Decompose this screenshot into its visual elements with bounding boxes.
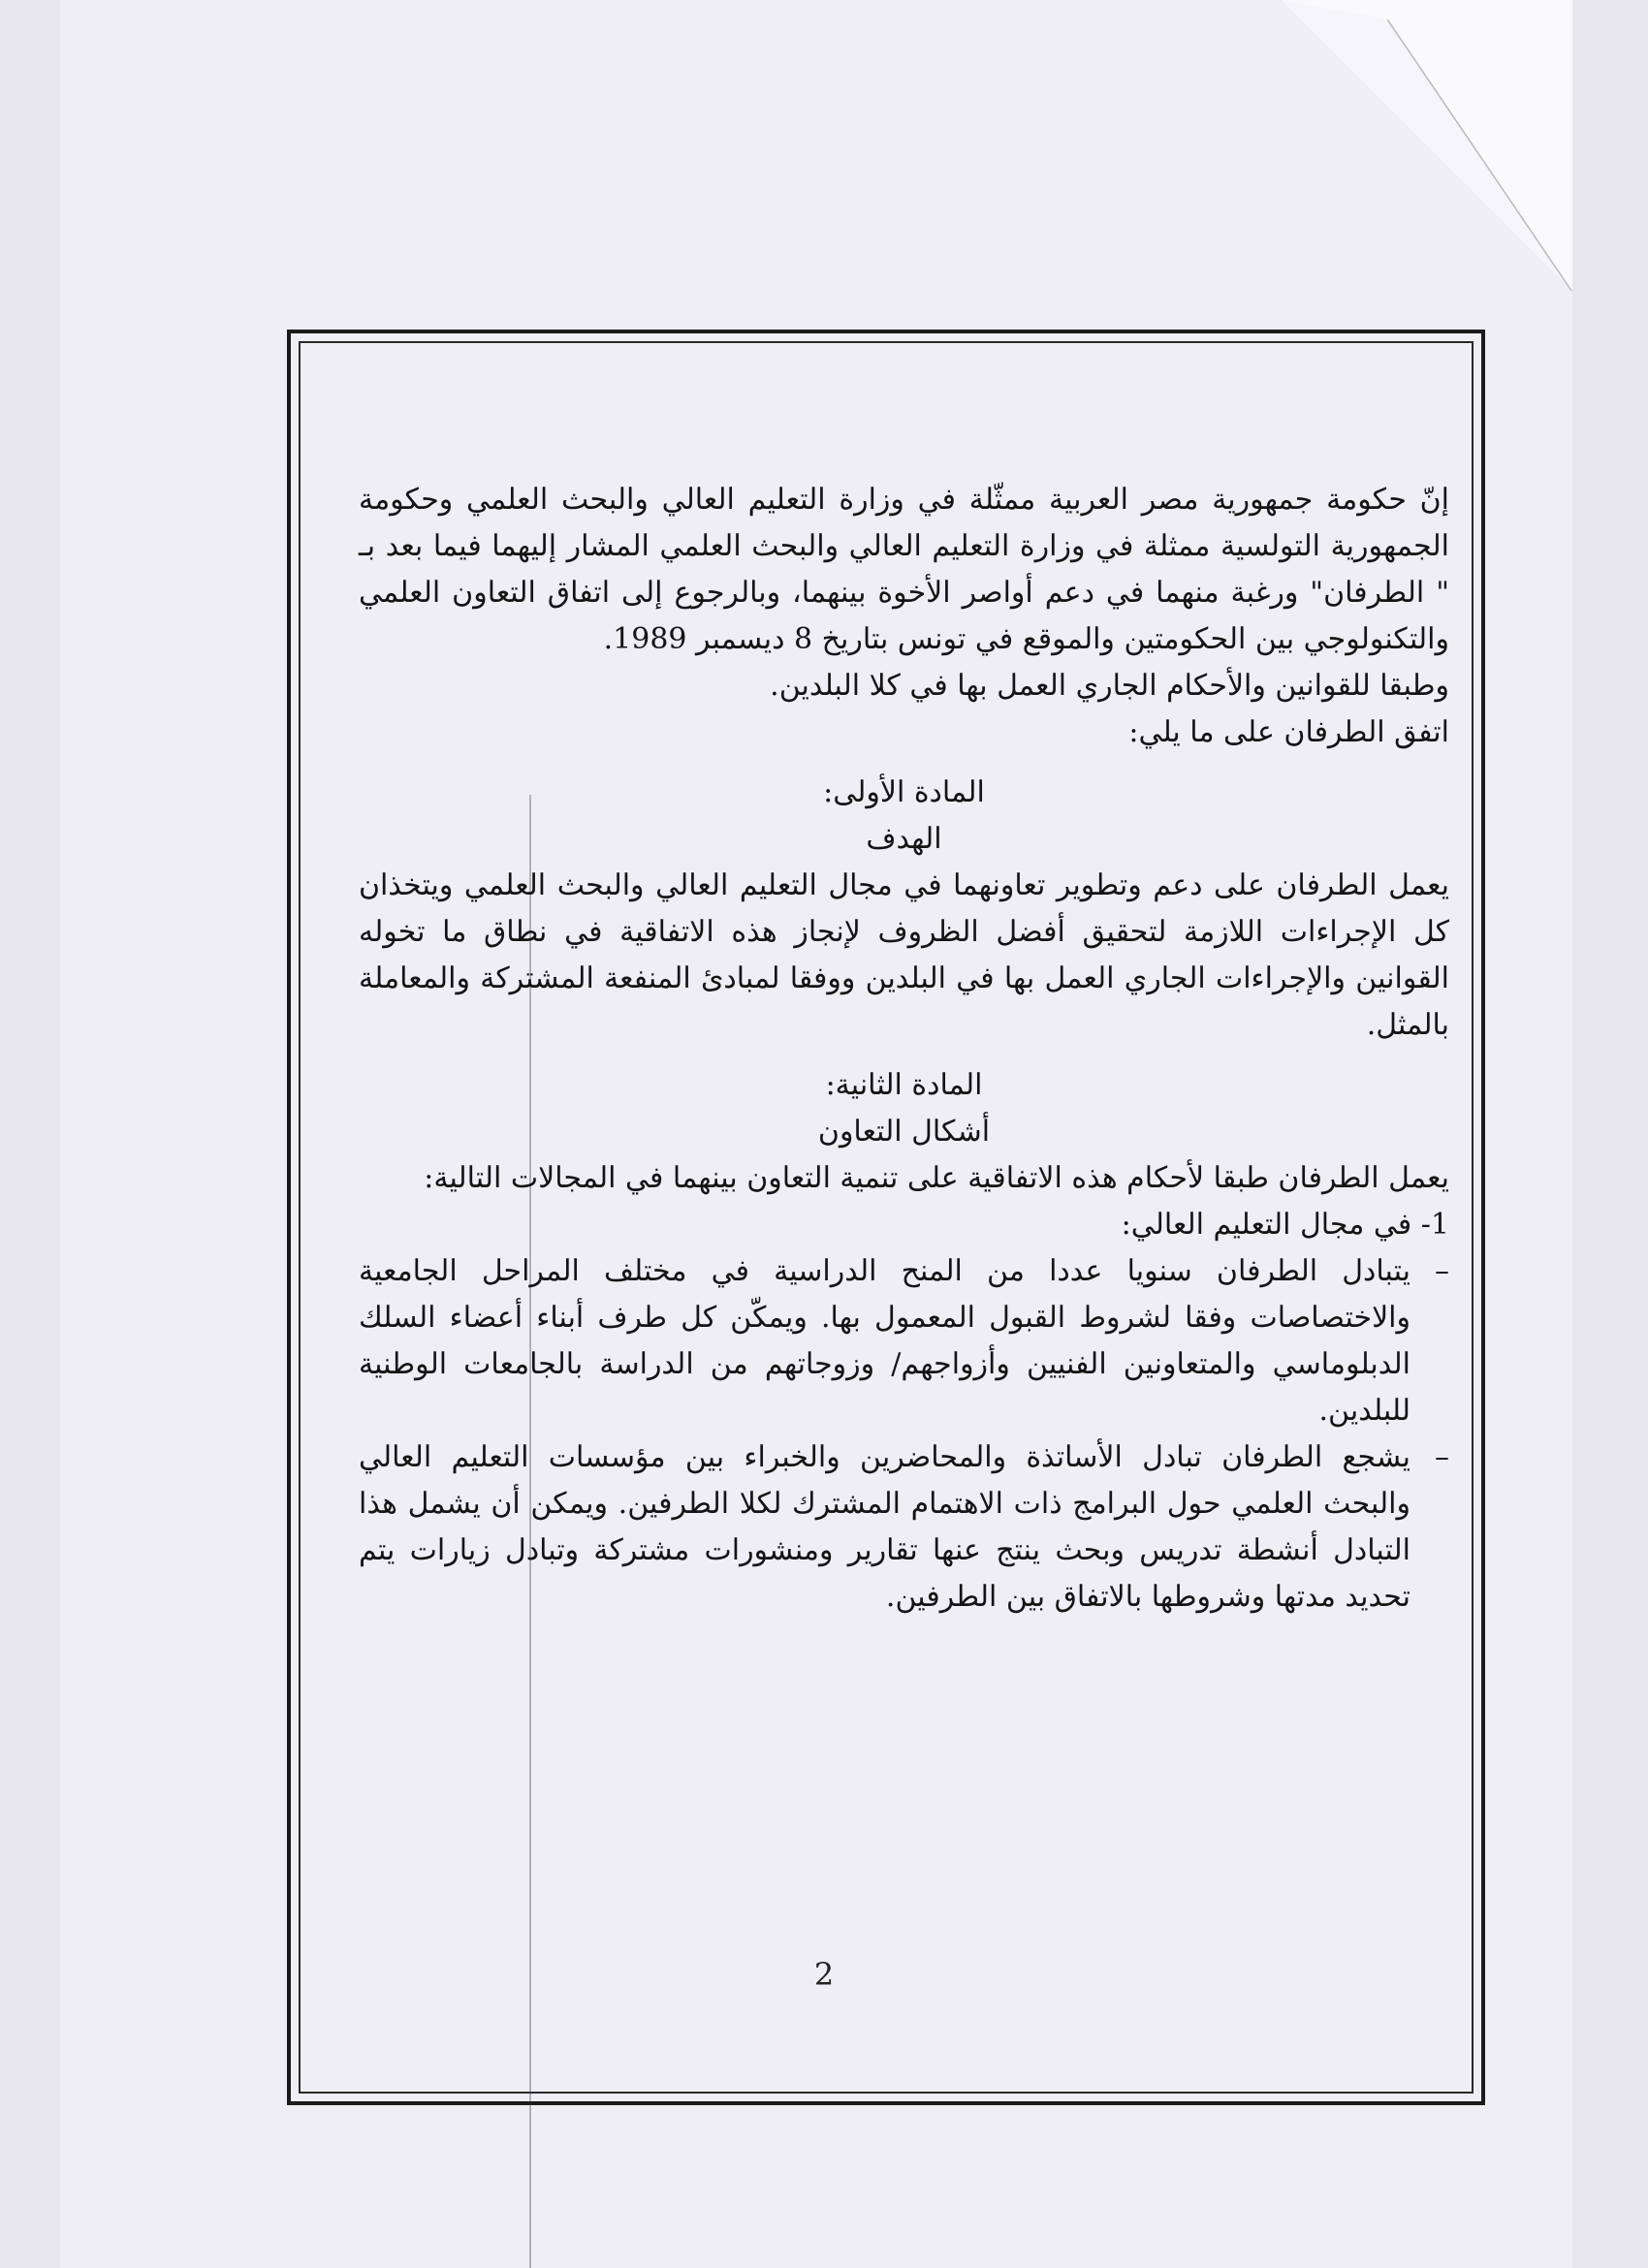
bullet-text: يتبادل الطرفان سنويا عددا من المنح الدراسية في مختلف المراحل الجامعية والاختصاصات وفقا لشروط القبول المعمول بها. ويمكّن كل طرف أبناء أعضاء السلك الدبلوماسي والمتعاونين الفنيين وأزواجهم/ وزوجاتهم من الدراسة بالجامعات الوطنية للبلدين.: [359, 1254, 1410, 1428]
bullet-dash: –: [1435, 1440, 1449, 1474]
agreement-text: [359, 477, 1449, 1621]
page-number: 2: [813, 1956, 835, 1993]
article2-body: يعمل الطرفان طبقا لأحكام هذه الاتفاقية على تنمية التعاون بينهما في المجالات التالية:: [424, 1161, 1449, 1195]
laws-paragraph: وطبقا للقوانين والأحكام الجاري العمل بها في كلا البلدين.: [770, 669, 1449, 703]
article2-subheading: أشكال التعاون: [817, 1115, 991, 1149]
agreed-paragraph: اتفق الطرفان على ما يلي:: [1128, 715, 1449, 749]
article1-heading: المادة الأولى:: [823, 775, 985, 809]
article1-subheading: الهدف: [866, 822, 942, 856]
list-item: [359, 1248, 1449, 1434]
intro-paragraph: إنّ حكومة جمهورية مصر العربية ممثّلة في وزارة التعليم العالي والبحث العلمي وحكومة الجمهورية التولسية ممثلة في وزارة التعليم العالي والبحث العلمي المشار إليهما فيما بعد بـ " الطرفان" ورغبة منهما في دعم أواصر الأخوة بينهما، وبالرجوع إلى اتفاق التعاون العلمي والتكنولوجي بين الحكومتين والموقع في تونس بتاريخ 8 ديسمبر 1989.: [359, 483, 1449, 656]
folded-corner: [1282, 0, 1572, 291]
item1-title: 1- في مجال التعليم العالي:: [1121, 1208, 1449, 1242]
article2-heading: المادة الثانية:: [825, 1068, 983, 1102]
list-item: [359, 1434, 1449, 1621]
bullet-dash: –: [1435, 1254, 1449, 1288]
article1-body: يعمل الطرفان على دعم وتطوير تعاونهما في مجال التعليم العالي والبحث العلمي ويتخذان كل الإجراءات اللازمة لتحقيق أفضل الظروف لإنجاز هذه الاتفاقية في نطاق ما تخوله القوانين والإجراءات الجاري العمل بها في البلدين ووفقا لمبادئ المنفعة المشتركة والمعاملة بالمثل.: [359, 868, 1449, 1042]
bullet-text: يشجع الطرفان تبادل الأساتذة والمحاضرين والخبراء بين مؤسسات التعليم العالي والبحث العلمي حول البرامج ذات الاهتمام المشترك لكلا الطرفين. ويمكن أن يشمل هذا التبادل أنشطة تدريس وبحث ينتج عنها تقارير ومنشورات مشتركة وتبادل زيارات يتم تحديد مدتها وشروطها بالاتفاق بين الطرفين.: [359, 1440, 1410, 1614]
